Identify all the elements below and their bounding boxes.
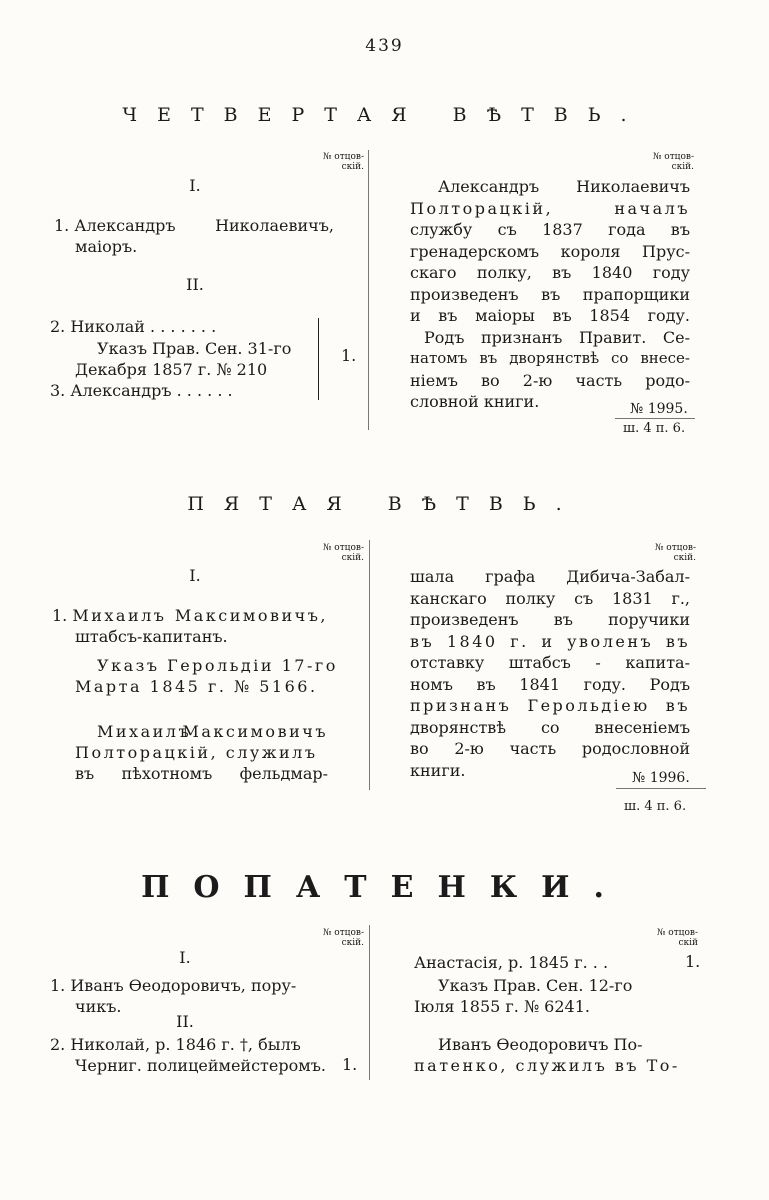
biography-text: въ пѣхотномъ фельдмар- [75,764,328,783]
page-number: 439 [365,36,404,56]
reference-location: ш. 4 п. 6. [623,421,686,436]
column-header-left: № отцов- скій. [322,928,364,948]
section-title-branch4: ЧЕТВЕРТАЯ ВѢТВЬ. [122,104,647,126]
column-header-right: № отцов- скій [656,928,698,948]
biography-text: патенко, служилъ въ То- [414,1056,680,1075]
genealogy-entry: Анастасія, р. 1845 г. . . [414,953,609,972]
genealogy-entry: 3. Александръ . . . . . . [50,381,233,400]
genealogy-entry-rank: маіоръ. [75,237,138,256]
section-title-branch5: ПЯТАЯ ВѢТВЬ. [187,493,582,515]
biography-text: Михаилъ Максимовичъ [97,722,328,741]
decree-text: Указъ Герольдіи 17-го [97,656,338,675]
column-divider [369,925,370,1080]
reference-number: № 1996. [632,770,690,786]
decree-text: Указъ Прав. Сен. 12-го [438,976,633,995]
father-number: 1. [341,346,357,365]
bracket-line [318,318,319,400]
genealogy-entry: 1. Михаилъ Максимовичъ, [52,606,328,625]
column-divider [368,150,369,430]
roman-heading: II. [176,1012,194,1031]
biography-text: Александръ Николаевичъ Полторацкій, началъ службу съ 1837 года въ гренадерскомъ короля Прус- скаго полку, въ 1840 году произведенъ въ прапорщики и въ маіоры въ 1854 году. Родъ признанъ Правит. Се- натомъ въ дворянствѣ со внесе- ніемъ во 2-ю часть родо- словной книги. [410,177,690,411]
decree-text: Марта 1845 г. № 5166. [75,677,318,696]
reference-rule [616,788,706,789]
column-header-right: № отцов- скій. [652,152,694,172]
genealogy-entry: 2. Николай . . . . . . . [50,317,217,336]
genealogy-entry: Черниг. полицеймейстеромъ. [75,1056,326,1075]
roman-heading: II. [186,275,204,294]
father-number: 1. [342,1055,358,1074]
roman-heading: I. [179,948,191,967]
genealogy-entry: 1. Иванъ Ѳеодоровичъ, пору- [50,976,297,995]
column-header-right: № отцов- скій. [654,543,696,563]
decree-text: Іюля 1855 г. № 6241. [414,997,590,1016]
biography-text: Полторацкій, служилъ [75,743,318,762]
roman-heading: I. [189,176,201,195]
biography-text: шала графа Дибича-Забал- канскаго полку съ 1831 г., произведенъ въ поручики въ 1840 г. и уволенъ въ отставку штабсъ - капита- номъ въ 1841 году. Родъ признанъ Герольдіею въ дворянствѣ со внесеніемъ во 2-ю часть родословной книги. [410,567,690,780]
column-header-left: № отцов- скій. [322,152,364,172]
roman-heading: I. [189,566,201,585]
genealogy-entry-rank: штабсъ-капитанъ. [75,627,228,646]
decree-text: Указъ Прав. Сен. 31-го [97,339,292,358]
genealogy-entry: 2. Николай, р. 1846 г. †, былъ [50,1035,301,1054]
reference-location: ш. 4 п. 6. [624,799,687,814]
reference-number: № 1995. [630,401,688,417]
column-header-left: № отцов- скій. [322,543,364,563]
genealogy-entry: 1. Александръ Николаевичъ, [54,216,334,235]
genealogy-entry-rank: чикъ. [75,997,122,1016]
column-divider [369,540,370,790]
biography-text: Иванъ Ѳеодоровичъ По- [438,1035,643,1054]
family-title: ПОПАТЕНКИ. [141,870,628,905]
decree-text: Декабря 1857 г. № 210 [75,360,268,379]
father-number: 1. [685,952,701,971]
